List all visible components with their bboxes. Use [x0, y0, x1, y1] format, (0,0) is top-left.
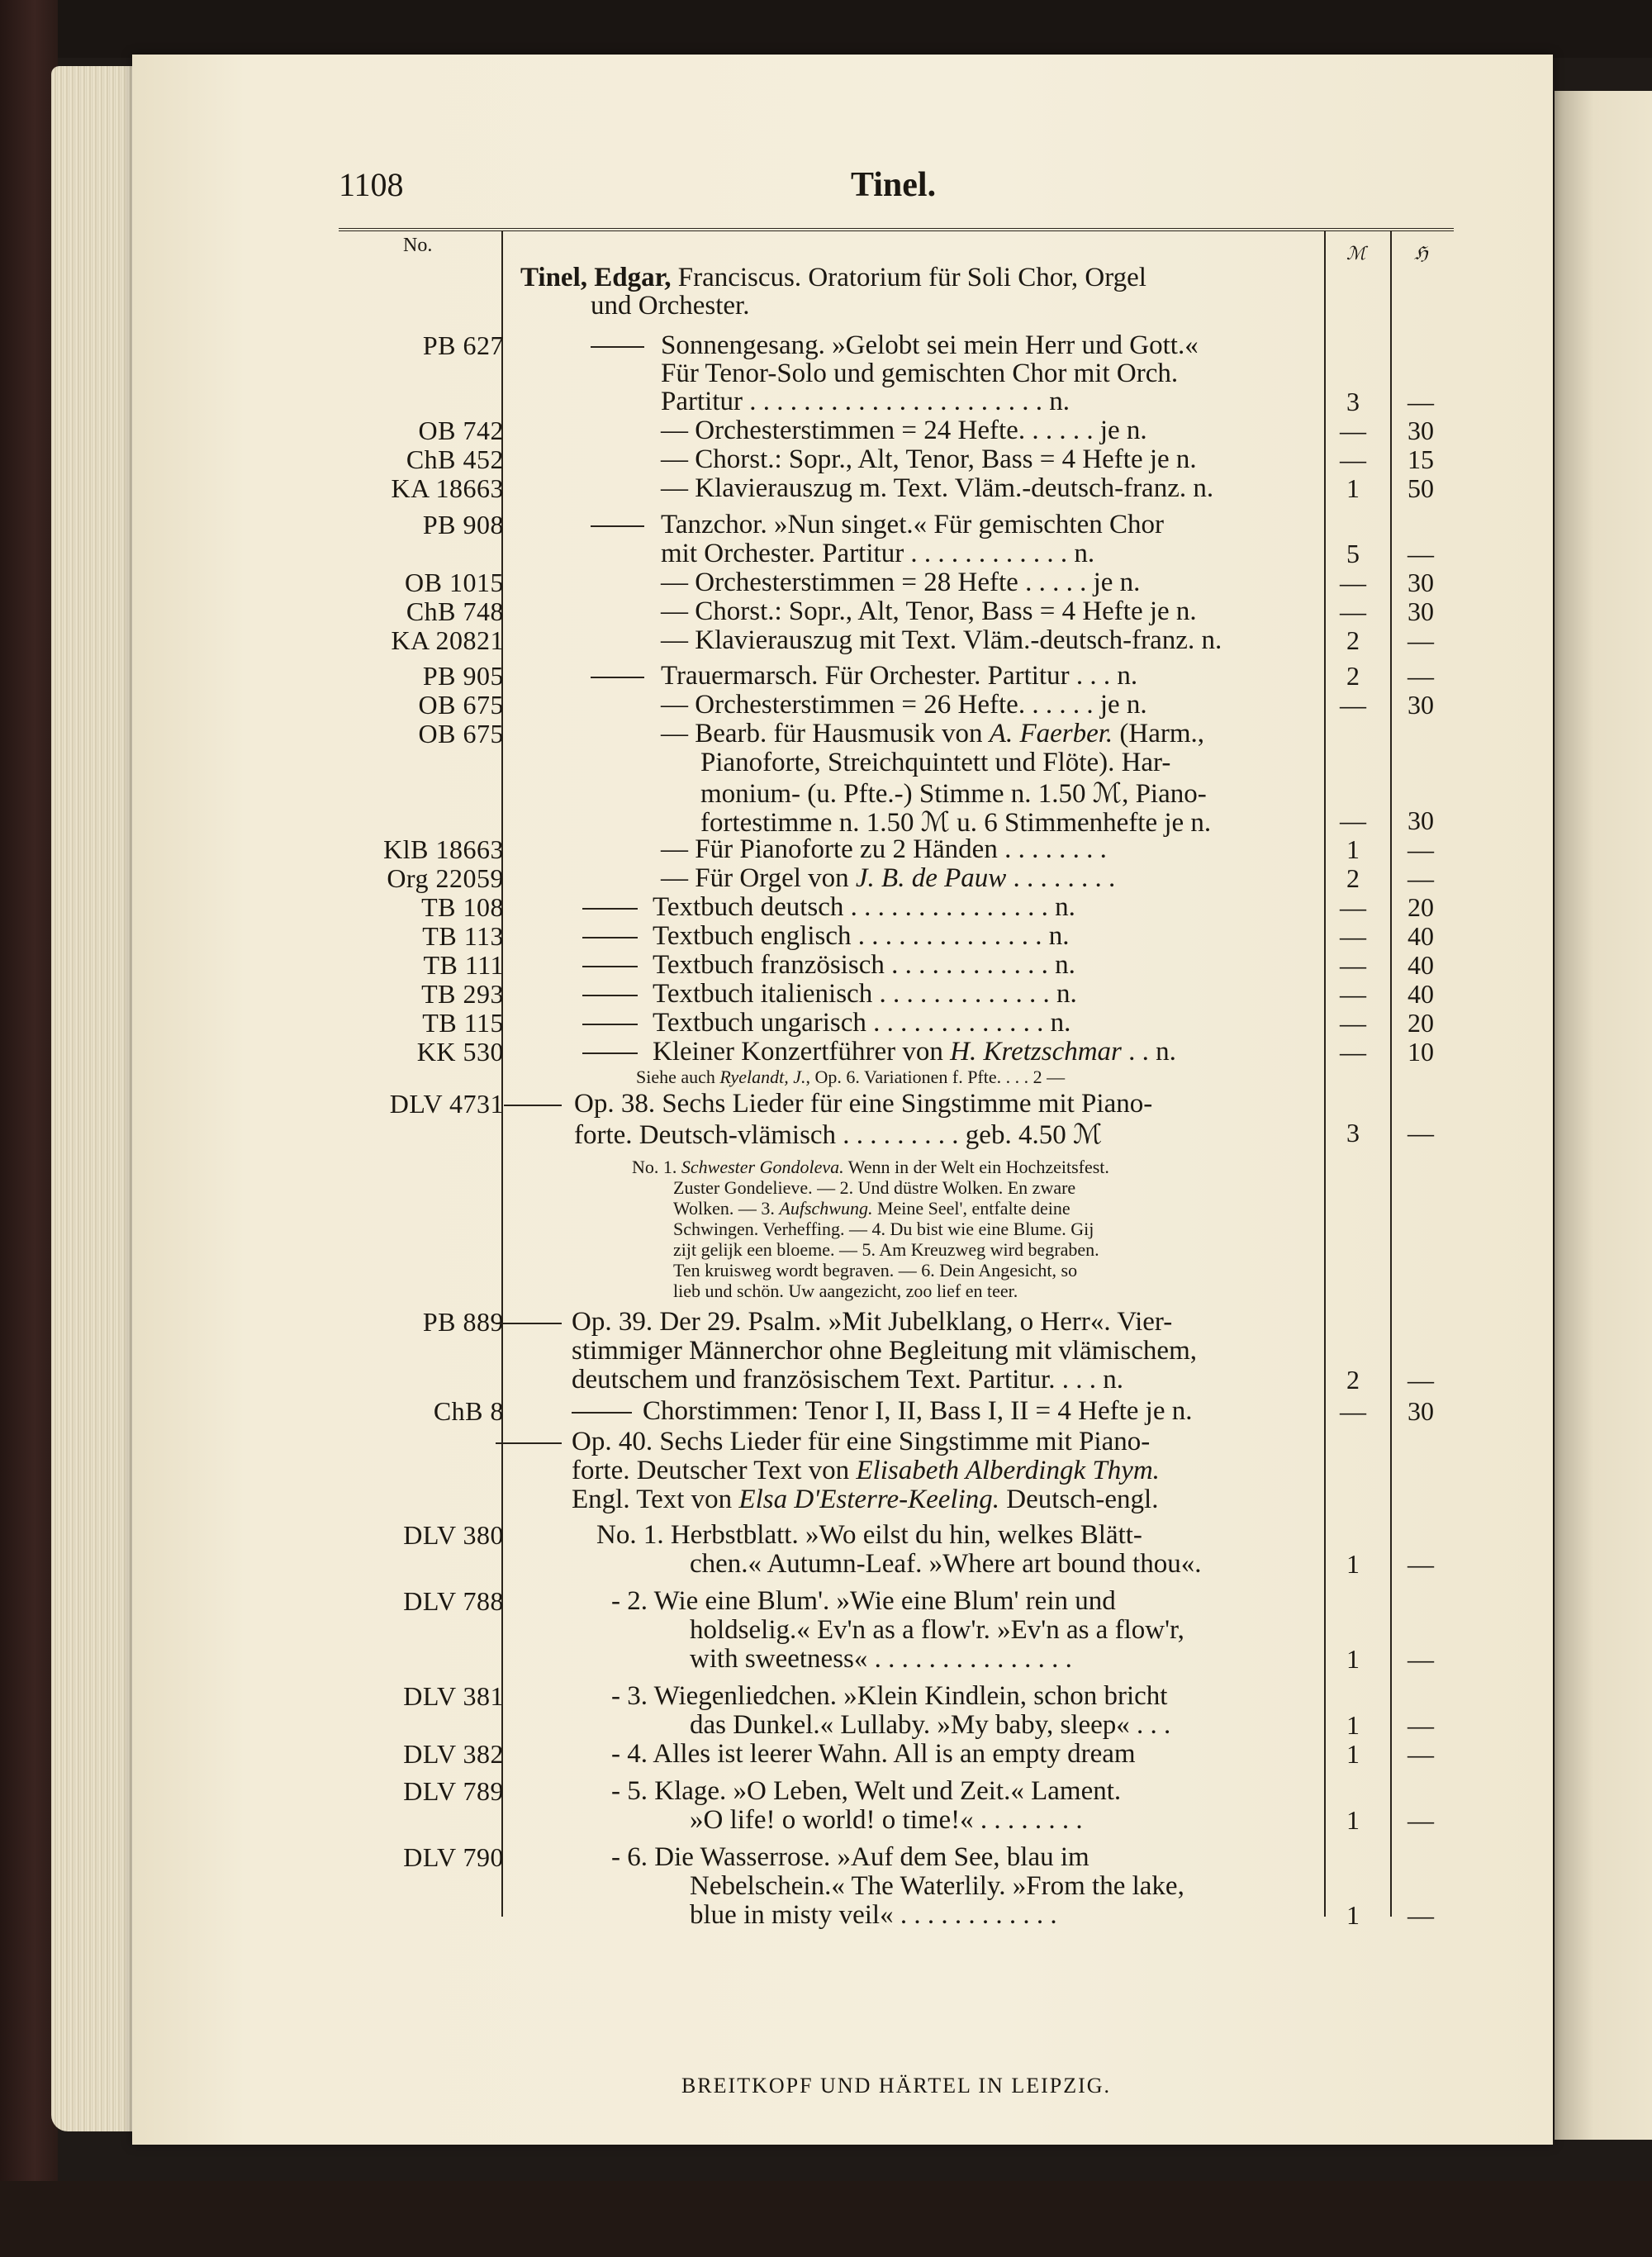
- price-pfennig: 15: [1408, 444, 1434, 474]
- catalog-number: OB 675: [418, 719, 504, 748]
- catalog-number: KA 20821: [391, 625, 504, 655]
- entry-text: Siehe auch Ryelandt, J., Op. 6. Variationen f. Pfte. . . . 2 —: [636, 1067, 1066, 1087]
- entry-text: holdselig.« Ev'n as a flow'r. »Ev'n as a flow'r,: [690, 1615, 1184, 1645]
- price-pfennig: 40: [1408, 950, 1434, 980]
- catalog-number: DLV 382: [403, 1739, 504, 1769]
- price-mark: 1: [1346, 1710, 1360, 1740]
- entry-text: Textbuch englisch . . . . . . . . . . . . . . n.: [653, 921, 1070, 951]
- page-title: Tinel.: [851, 166, 937, 204]
- entry-text: zijt gelijk een bloeme. — 5. Am Kreuzweg wird begraben.: [673, 1239, 1099, 1260]
- entry-text: No. 1. Schwester Gondoleva. Wenn in der Welt ein Hochzeitsfest.: [632, 1157, 1109, 1177]
- price-mark: —: [1340, 1008, 1366, 1038]
- price-pfennig: —: [1408, 834, 1434, 864]
- price-pfennig: —: [1408, 1644, 1434, 1674]
- catalog-number: Org 22059: [387, 863, 504, 893]
- entry-text: Trauermarsch. Für Orchester. Partitur . . . n.: [661, 661, 1138, 691]
- entry-text: Op. 38. Sechs Lieder für eine Singstimme mit Piano-: [574, 1089, 1153, 1119]
- column-header-mark: ℳ: [1346, 243, 1366, 264]
- price-mark: 2: [1346, 661, 1360, 691]
- entry-text: Nebelschein.« The Waterlily. »From the lake,: [690, 1871, 1184, 1901]
- price-mark: 5: [1346, 539, 1360, 568]
- catalog-number: KK 530: [416, 1037, 504, 1067]
- entry-text: Textbuch italienisch . . . . . . . . . . . . . n.: [653, 979, 1077, 1009]
- price-mark: —: [1340, 921, 1366, 951]
- price-mark: —: [1340, 568, 1366, 597]
- catalog-number: TB 113: [422, 921, 504, 951]
- price-mark: —: [1340, 950, 1366, 980]
- catalog-number: DLV 789: [403, 1776, 504, 1806]
- price-pfennig: 30: [1408, 416, 1434, 445]
- price-pfennig: 20: [1408, 1008, 1434, 1038]
- entry-text: — Klavierauszug mit Text. Vläm.-deutsch-franz. n.: [661, 625, 1222, 655]
- price-pfennig: —: [1408, 625, 1434, 655]
- price-mark: 2: [1346, 863, 1360, 893]
- entry-text: Sonnengesang. »Gelobt sei mein Herr und Gott.«: [661, 330, 1199, 360]
- entry-text: — Orchesterstimmen = 24 Hefte. . . . . . je n.: [661, 416, 1147, 445]
- catalog-number: TB 108: [421, 892, 504, 922]
- entry-text: Pianoforte, Streichquintett und Flöte). Har-: [700, 748, 1171, 777]
- entry-text: Textbuch ungarisch . . . . . . . . . . . . . n.: [653, 1008, 1071, 1038]
- price-mark: —: [1340, 690, 1366, 720]
- price-mark: 1: [1346, 473, 1360, 503]
- catalog-number: KlB 18663: [383, 834, 504, 864]
- entry-text: with sweetness« . . . . . . . . . . . . . . .: [690, 1644, 1072, 1674]
- page-number: 1108: [339, 166, 404, 203]
- entry-text: - 2. Wie eine Blum'. »Wie eine Blum' rein und: [611, 1586, 1116, 1616]
- entry-text: Zuster Gondelieve. — 2. Und düstre Wolken. En zware: [673, 1177, 1076, 1198]
- entry-text: - 4. Alles ist leerer Wahn. All is an empty dream: [611, 1739, 1136, 1769]
- entry-text: und Orchester.: [591, 291, 750, 321]
- price-pfennig: —: [1408, 1710, 1434, 1740]
- header-rule: [339, 228, 1454, 235]
- entry-text: Schwingen. Verheffing. — 4. Du bist wie eine Blume. Gij: [673, 1219, 1094, 1239]
- price-mark: 2: [1346, 1365, 1360, 1395]
- price-pfennig: —: [1408, 387, 1434, 416]
- catalog-number: TB 293: [421, 979, 504, 1009]
- page-header: [339, 165, 1454, 215]
- price-mark: 2: [1346, 625, 1360, 655]
- ditto-dash: [582, 937, 638, 938]
- entry-text: Partitur . . . . . . . . . . . . . . . . . . . . . . n.: [661, 387, 1070, 416]
- price-mark: 1: [1346, 834, 1360, 864]
- price-pfennig: —: [1408, 539, 1434, 568]
- price-pfennig: 30: [1408, 1396, 1434, 1426]
- entry-text: mit Orchester. Partitur . . . . . . . . . . . . n.: [661, 539, 1095, 568]
- entry-text: — Für Pianoforte zu 2 Händen . . . . . . . .: [661, 834, 1107, 864]
- ditto-dash: [582, 908, 638, 910]
- entry-text: Wolken. — 3. Aufschwung. Meine Seel', entfalte deine: [673, 1198, 1070, 1219]
- price-mark: 3: [1346, 387, 1360, 416]
- price-pfennig: —: [1408, 1739, 1434, 1769]
- price-mark: —: [1340, 892, 1366, 922]
- entry-text: - 6. Die Wasserrose. »Auf dem See, blau im: [611, 1842, 1089, 1872]
- price-pfennig: 30: [1408, 568, 1434, 597]
- price-mark: —: [1340, 1396, 1366, 1426]
- ditto-dash: [591, 346, 644, 348]
- catalog-number: DLV 381: [403, 1681, 504, 1711]
- catalog-number: DLV 4731: [389, 1089, 504, 1119]
- catalog-number: ChB 8: [433, 1396, 504, 1426]
- price-mark: —: [1340, 979, 1366, 1009]
- entry-text: No. 1. Herbstblatt. »Wo eilst du hin, welkes Blätt-: [596, 1520, 1142, 1550]
- catalog-number: ChB 452: [406, 444, 504, 474]
- ditto-dash: [582, 1024, 638, 1025]
- catalog-number: KA 18663: [391, 473, 504, 503]
- ditto-dash: [572, 1412, 632, 1414]
- book-cover-top: [0, 0, 1652, 58]
- price-mark: —: [1340, 805, 1366, 835]
- catalog-number: TB 111: [423, 950, 504, 980]
- ditto-dash: [496, 1442, 562, 1444]
- catalog-number: DLV 380: [403, 1520, 504, 1550]
- catalog-number: ChB 748: [406, 596, 504, 626]
- price-mark: 1: [1346, 1900, 1360, 1930]
- catalog-number: OB 675: [418, 690, 504, 720]
- catalog-number: OB 1015: [405, 568, 504, 597]
- price-pfennig: 30: [1408, 805, 1434, 835]
- entry-text: chen.« Autumn-Leaf. »Where art bound thou«.: [690, 1549, 1202, 1579]
- entry-text: das Dunkel.« Lullaby. »My baby, sleep« . . .: [690, 1710, 1171, 1740]
- ditto-dash: [582, 966, 638, 967]
- entry-text: forte. Deutscher Text von Elisabeth Alberdingk Thym.: [572, 1456, 1160, 1485]
- ditto-dash: [582, 995, 638, 996]
- entry-text: forte. Deutsch-vlämisch . . . . . . . . . geb. 4.50 ℳ: [574, 1120, 1103, 1150]
- price-pfennig: 20: [1408, 892, 1434, 922]
- entry-text: Op. 40. Sechs Lieder für eine Singstimme mit Piano-: [572, 1427, 1151, 1456]
- ditto-dash: [591, 677, 644, 678]
- price-mark: 1: [1346, 1739, 1360, 1769]
- price-pfennig: 50: [1408, 473, 1434, 503]
- entry-text: Textbuch französisch . . . . . . . . . . . . n.: [653, 950, 1075, 980]
- price-pfennig: 40: [1408, 979, 1434, 1009]
- price-mark: —: [1340, 444, 1366, 474]
- column-header-pfennig: ℌ: [1414, 243, 1428, 264]
- price-mark: —: [1340, 596, 1366, 626]
- price-pfennig: 30: [1408, 596, 1434, 626]
- entry-text: — Bearb. für Hausmusik von A. Faerber. (Harm.,: [661, 719, 1205, 748]
- entry-text: blue in misty veil« . . . . . . . . . . . .: [690, 1900, 1057, 1930]
- price-pfennig: 10: [1408, 1037, 1434, 1067]
- entry-text: — Klavierauszug m. Text. Vläm.-deutsch-franz. n.: [661, 473, 1214, 503]
- price-pfennig: 40: [1408, 921, 1434, 951]
- entry-text: Tanzchor. »Nun singet.« Für gemischten Chor: [661, 510, 1165, 539]
- publisher-footer: BREITKOPF UND HÄRTEL IN LEIPZIG.: [681, 2074, 1112, 2098]
- catalog-number: DLV 788: [403, 1586, 504, 1616]
- entry-text: - 3. Wiegenliedchen. »Klein Kindlein, schon bricht: [611, 1681, 1168, 1711]
- entry-text: Für Tenor-Solo und gemischten Chor mit Orch.: [661, 359, 1179, 388]
- entry-text: Ten kruisweg wordt begraven. — 6. Dein Angesicht, so: [673, 1260, 1078, 1281]
- price-mark: —: [1340, 416, 1366, 445]
- entry-text: — Für Orgel von J. B. de Pauw . . . . . . . .: [661, 863, 1116, 893]
- catalog-number: TB 115: [422, 1008, 504, 1038]
- ditto-dash: [582, 1052, 638, 1054]
- book-cover-spine: [0, 0, 58, 2257]
- entry-text: Kleiner Konzertführer von H. Kretzschmar . . n.: [653, 1037, 1176, 1067]
- price-mark: 1: [1346, 1805, 1360, 1835]
- entry-text: »O life! o world! o time!« . . . . . . . .: [690, 1805, 1083, 1835]
- column-header-no: No.: [403, 235, 433, 256]
- price-pfennig: 30: [1408, 690, 1434, 720]
- price-mark: —: [1340, 1037, 1366, 1067]
- price-pfennig: —: [1408, 863, 1434, 893]
- entry-text: monium- (u. Pfte.-) Stimme n. 1.50 ℳ, Piano-: [700, 779, 1207, 809]
- ditto-dash: [591, 525, 644, 527]
- entry-text: fortestimme n. 1.50 ℳ u. 6 Stimmenhefte je n.: [700, 808, 1212, 838]
- price-pfennig: —: [1408, 1549, 1434, 1579]
- entry-text: stimmiger Männerchor ohne Begleitung mit vlämischem,: [572, 1336, 1198, 1366]
- catalog-number: PB 908: [422, 510, 504, 539]
- catalog-number: PB 905: [422, 661, 504, 691]
- entry-text: — Orchesterstimmen = 28 Hefte . . . . . je n.: [661, 568, 1141, 597]
- book-cover-bottom: [0, 2181, 1652, 2257]
- entry-text: Textbuch deutsch . . . . . . . . . . . . . . . n.: [653, 892, 1075, 922]
- price-mark: 3: [1346, 1118, 1360, 1148]
- price-pfennig: —: [1408, 1118, 1434, 1148]
- entry-text: lieb und schön. Uw aangezicht, zoo lief en teer.: [673, 1281, 1018, 1301]
- entry-text: Engl. Text von Elsa D'Esterre-Keeling. Deutsch-engl.: [572, 1485, 1159, 1514]
- entry-text: Tinel, Edgar, Franciscus. Oratorium für Soli Chor, Orgel: [520, 263, 1146, 292]
- price-pfennig: —: [1408, 661, 1434, 691]
- entry-text: — Orchesterstimmen = 26 Hefte. . . . . . je n.: [661, 690, 1147, 720]
- entry-text: Op. 39. Der 29. Psalm. »Mit Jubelklang, o Herr«. Vier-: [572, 1307, 1173, 1337]
- entry-text: deutschem und französischem Text. Partitur. . . . n.: [572, 1365, 1123, 1395]
- price-pfennig: —: [1408, 1900, 1434, 1930]
- ditto-dash: [496, 1323, 562, 1324]
- ditto-dash: [504, 1105, 562, 1106]
- price-mark: 1: [1346, 1549, 1360, 1579]
- catalog-number: PB 627: [422, 330, 504, 360]
- facing-page-edge: [1555, 91, 1652, 2140]
- price-mark: 1: [1346, 1644, 1360, 1674]
- catalog-number: PB 889: [422, 1307, 504, 1337]
- entry-text: — Chorst.: Sopr., Alt, Tenor, Bass = 4 Hefte je n.: [661, 596, 1197, 626]
- entry-text: — Chorst.: Sopr., Alt, Tenor, Bass = 4 Hefte je n.: [661, 444, 1197, 474]
- entry-text: - 5. Klage. »O Leben, Welt und Zeit.« Lament.: [611, 1776, 1122, 1806]
- price-pfennig: —: [1408, 1365, 1434, 1395]
- entry-text: Chorstimmen: Tenor I, II, Bass I, II = 4 Hefte je n.: [643, 1396, 1193, 1426]
- price-pfennig: —: [1408, 1805, 1434, 1835]
- catalog-number: OB 742: [418, 416, 504, 445]
- catalog-number: DLV 790: [403, 1842, 504, 1872]
